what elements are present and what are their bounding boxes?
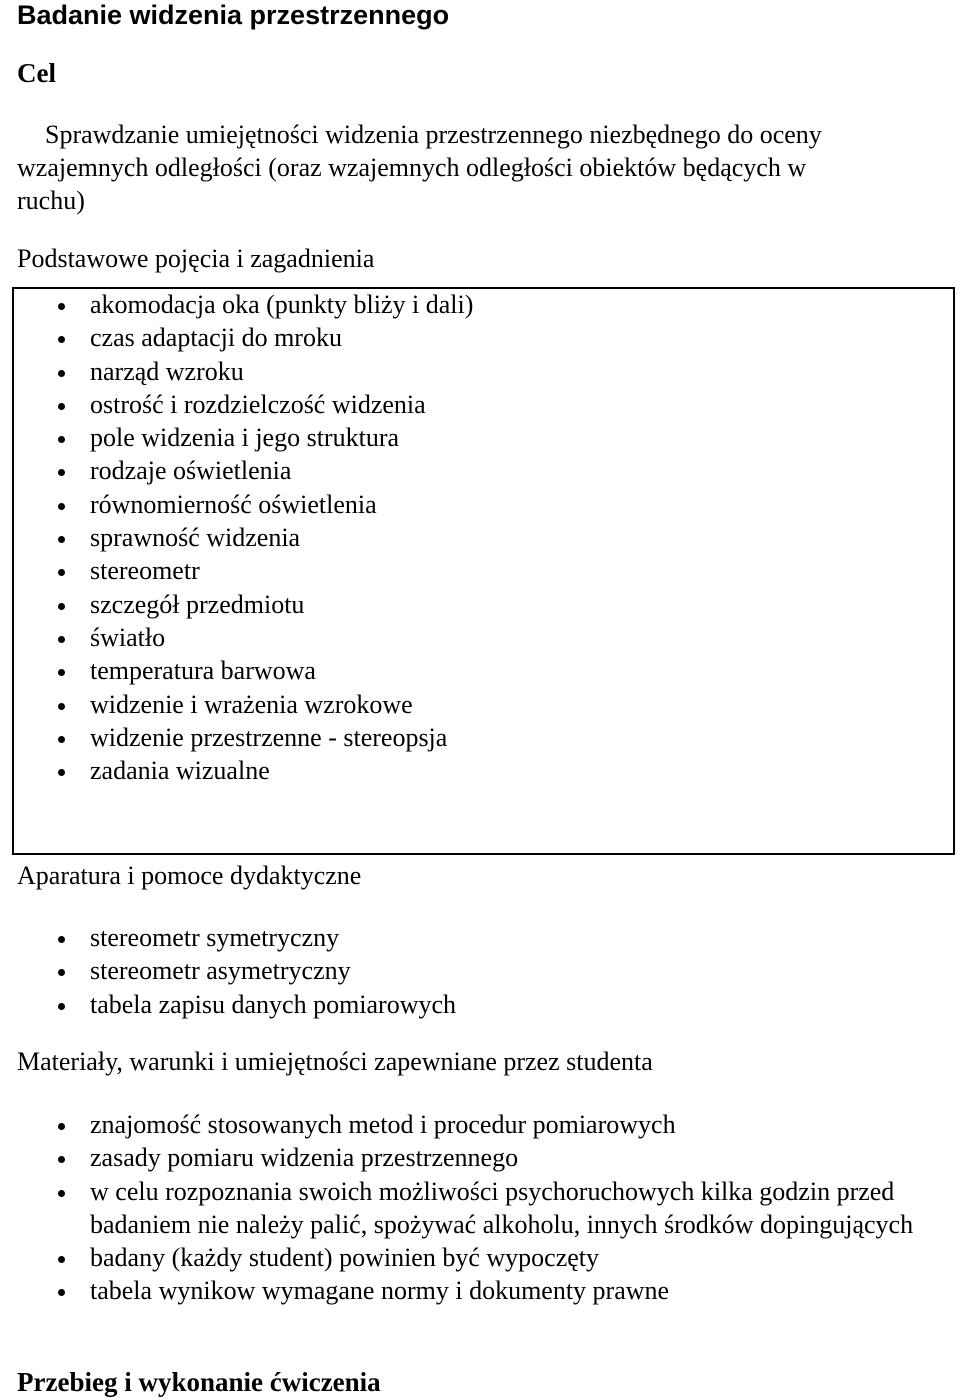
list-item: sprawność widzenia [90,521,940,554]
list-item: ostrość i rozdzielczość widzenia [90,388,940,421]
section-heading-cel: Cel [17,58,56,88]
list-item: narząd wzroku [90,355,940,388]
cel-text-line-2: wzajemnych odległości (oraz wzajemnych odległości obiektów będących w [17,153,807,182]
bullet-icon [58,703,65,710]
bullet-icon [58,736,65,743]
section-heading-materialy: Materiały, warunki i umiejętności zapewniane przez studenta [17,1047,653,1076]
cel-text-line-3: ruchu) [17,186,85,215]
list-item: stereometr [90,554,940,587]
list-item: stereometr asymetryczny [90,954,940,987]
bullet-icon [58,1190,65,1197]
bullet-icon [58,1123,65,1130]
list-item: akomodacja oka (punkty bliży i dali) [90,288,940,321]
list-item: równomierność oświetlenia [90,488,940,521]
bullet-icon [58,403,65,410]
section-heading-aparatura: Aparatura i pomoce dydaktyczne [17,861,362,890]
list-item: szczegół przedmiotu [90,588,940,621]
list-item: widzenie przestrzenne - stereopsja [90,721,940,754]
bullet-icon [58,1156,65,1163]
list-item: zasady pomiaru widzenia przestrzennego [90,1141,925,1174]
list-item: światło [90,621,940,654]
materials-list [90,1108,925,1308]
bullet-icon [58,936,65,943]
list-item: rodzaje oświetlenia [90,454,940,487]
bullet-icon [58,1003,65,1010]
list-item: w celu rozpoznania swoich możliwości psychoruchowych kilka godzin przed badaniem nie należy palić, spożywać alkoholu, innych środków dopingujących [90,1175,925,1242]
bullet-icon [58,603,65,610]
list-item: znajomość stosowanych metod i procedur pomiarowych [90,1108,925,1141]
cel-text-line-1: Sprawdzanie umiejętności widzenia przestrzennego niezbędnego do oceny [45,120,822,149]
bullet-icon [58,969,65,976]
list-item: tabela wynikow wymagane normy i dokumenty prawne [90,1274,925,1307]
section-heading-przebieg: Przebieg i wykonanie ćwiczenia [17,1367,381,1397]
list-item: stereometr symetryczny [90,921,940,954]
bullet-icon [58,1289,65,1296]
list-item: badany (każdy student) powinien być wypoczęty [90,1241,925,1274]
page-title: Badanie widzenia przestrzennego [17,0,450,30]
list-item: pole widzenia i jego struktura [90,421,940,454]
bullet-icon [58,503,65,510]
bullet-icon [58,303,65,310]
bullet-icon [58,636,65,643]
equipment-list [90,921,940,1021]
list-item: zadania wizualne [90,754,940,787]
list-item: tabela zapisu danych pomiarowych [90,988,940,1021]
concepts-list [90,288,940,787]
bullet-icon [58,1256,65,1263]
section-heading-pojecia: Podstawowe pojęcia i zagadnienia [17,244,375,273]
list-item: temperatura barwowa [90,654,940,687]
list-item: czas adaptacji do mroku [90,321,940,354]
bullet-icon [58,370,65,377]
list-item: widzenie i wrażenia wzrokowe [90,688,940,721]
